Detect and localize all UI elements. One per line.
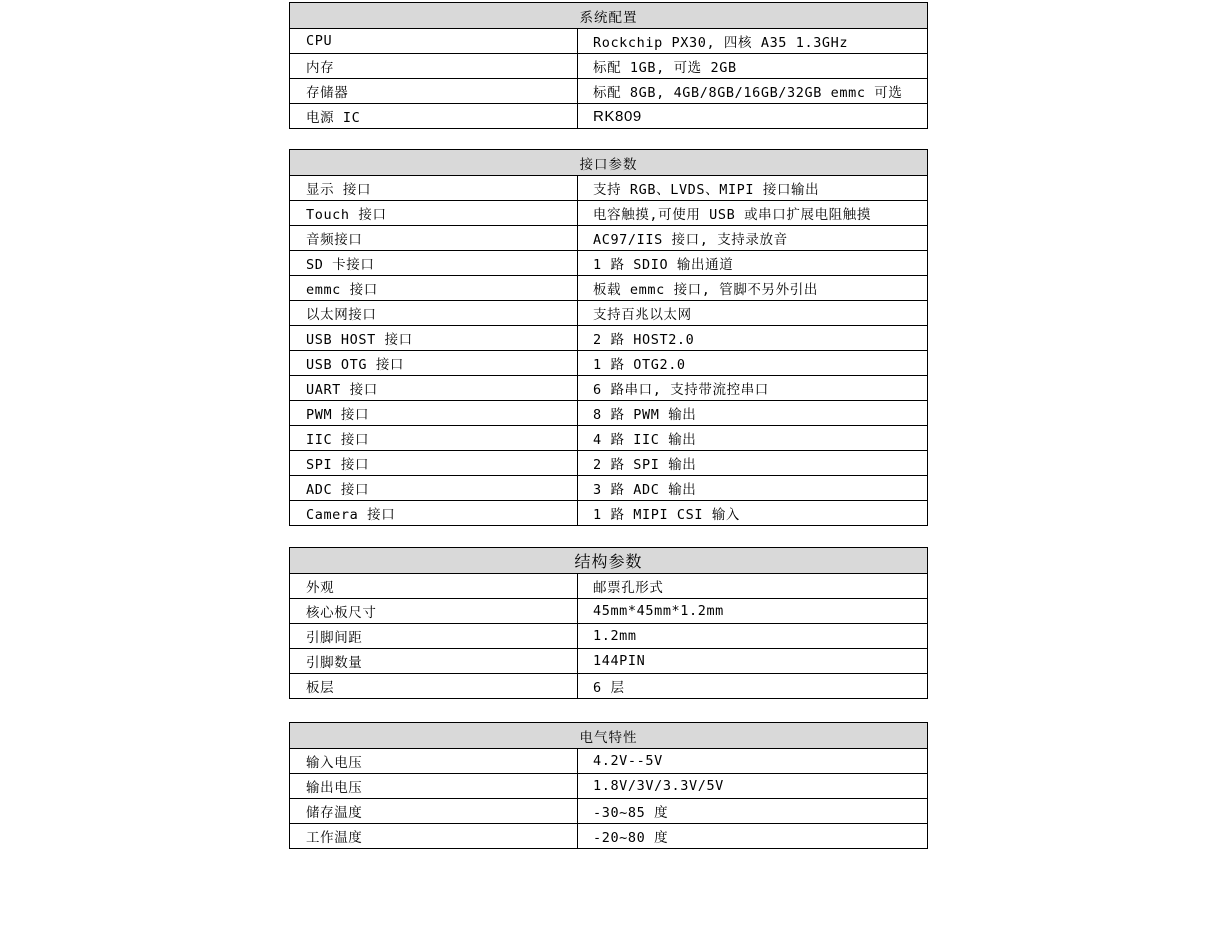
interface-params-table <box>289 149 928 526</box>
spec-value: 6 路串口, 支持带流控串口 <box>578 376 928 401</box>
table-title: 电气特性 <box>290 723 928 749</box>
spec-label: 引脚数量 <box>290 649 578 674</box>
spec-label: 以太网接口 <box>290 301 578 326</box>
spec-label: 存储器 <box>290 79 578 104</box>
spec-value: 电容触摸,可使用 USB 或串口扩展电阻触摸 <box>578 201 928 226</box>
spec-value: 支持 RGB、LVDS、MIPI 接口输出 <box>578 176 928 201</box>
table-row <box>290 79 928 104</box>
table-row <box>290 376 928 401</box>
spec-value: -20~80 度 <box>578 824 928 849</box>
spec-label: CPU <box>290 29 578 54</box>
spec-value: Rockchip PX30, 四核 A35 1.3GHz <box>578 29 928 54</box>
spec-value: 1 路 OTG2.0 <box>578 351 928 376</box>
table-row <box>290 326 928 351</box>
spec-label: Camera 接口 <box>290 501 578 526</box>
table-row <box>290 624 928 649</box>
spec-label: 电源 IC <box>290 104 578 129</box>
spec-label: 输入电压 <box>290 749 578 774</box>
table-row <box>290 54 928 79</box>
spec-value: 4 路 IIC 输出 <box>578 426 928 451</box>
spec-label: 输出电压 <box>290 774 578 799</box>
spec-value: 标配 1GB, 可选 2GB <box>578 54 928 79</box>
spec-label: 外观 <box>290 574 578 599</box>
spec-value: 1 路 SDIO 输出通道 <box>578 251 928 276</box>
spec-value: 1.2mm <box>578 624 928 649</box>
spec-label: SD 卡接口 <box>290 251 578 276</box>
table-row <box>290 29 928 54</box>
table-row <box>290 351 928 376</box>
spec-label: 核心板尺寸 <box>290 599 578 624</box>
spec-value: 45mm*45mm*1.2mm <box>578 599 928 624</box>
spec-label: Touch 接口 <box>290 201 578 226</box>
table-row <box>290 501 928 526</box>
table-title: 系统配置 <box>290 3 928 29</box>
spec-value: 2 路 SPI 输出 <box>578 451 928 476</box>
table-row <box>290 824 928 849</box>
table-row <box>290 226 928 251</box>
electrical-characteristics-table <box>289 722 928 849</box>
spec-label: 工作温度 <box>290 824 578 849</box>
spec-label: 储存温度 <box>290 799 578 824</box>
spec-value: AC97/IIS 接口, 支持录放音 <box>578 226 928 251</box>
structure-params-table <box>289 547 928 699</box>
table-title: 接口参数 <box>290 150 928 176</box>
spec-value: 8 路 PWM 输出 <box>578 401 928 426</box>
spec-value: 6 层 <box>578 674 928 699</box>
table-row <box>290 301 928 326</box>
spec-label: PWM 接口 <box>290 401 578 426</box>
spec-value: 1.8V/3V/3.3V/5V <box>578 774 928 799</box>
spec-value: 支持百兆以太网 <box>578 301 928 326</box>
table-row <box>290 476 928 501</box>
spec-label: UART 接口 <box>290 376 578 401</box>
table-row <box>290 649 928 674</box>
table-row <box>290 451 928 476</box>
table-row <box>290 749 928 774</box>
table-row <box>290 774 928 799</box>
spec-label: 内存 <box>290 54 578 79</box>
table-row <box>290 201 928 226</box>
spec-value: 板载 emmc 接口, 管脚不另外引出 <box>578 276 928 301</box>
table-row <box>290 799 928 824</box>
table-row <box>290 574 928 599</box>
spec-value: 2 路 HOST2.0 <box>578 326 928 351</box>
spec-label: IIC 接口 <box>290 426 578 451</box>
table-title: 结构参数 <box>290 548 928 574</box>
spec-label: 音频接口 <box>290 226 578 251</box>
table-row <box>290 104 928 129</box>
table-row <box>290 251 928 276</box>
spec-label: USB HOST 接口 <box>290 326 578 351</box>
spec-label: 引脚间距 <box>290 624 578 649</box>
spec-value: RK809 <box>578 104 928 129</box>
spec-label: 板层 <box>290 674 578 699</box>
spec-value: 3 路 ADC 输出 <box>578 476 928 501</box>
spec-label: emmc 接口 <box>290 276 578 301</box>
spec-value: 1 路 MIPI CSI 输入 <box>578 501 928 526</box>
spec-value: 邮票孔形式 <box>578 574 928 599</box>
spec-value: 标配 8GB, 4GB/8GB/16GB/32GB emmc 可选 <box>578 79 928 104</box>
spec-label: USB OTG 接口 <box>290 351 578 376</box>
spec-label: SPI 接口 <box>290 451 578 476</box>
table-row <box>290 401 928 426</box>
table-row <box>290 426 928 451</box>
spec-value: 4.2V--5V <box>578 749 928 774</box>
table-row <box>290 276 928 301</box>
spec-value: -30~85 度 <box>578 799 928 824</box>
spec-label: ADC 接口 <box>290 476 578 501</box>
table-row <box>290 674 928 699</box>
system-config-table <box>289 2 928 129</box>
table-row <box>290 176 928 201</box>
spec-value: 144PIN <box>578 649 928 674</box>
spec-label: 显示 接口 <box>290 176 578 201</box>
table-row <box>290 599 928 624</box>
